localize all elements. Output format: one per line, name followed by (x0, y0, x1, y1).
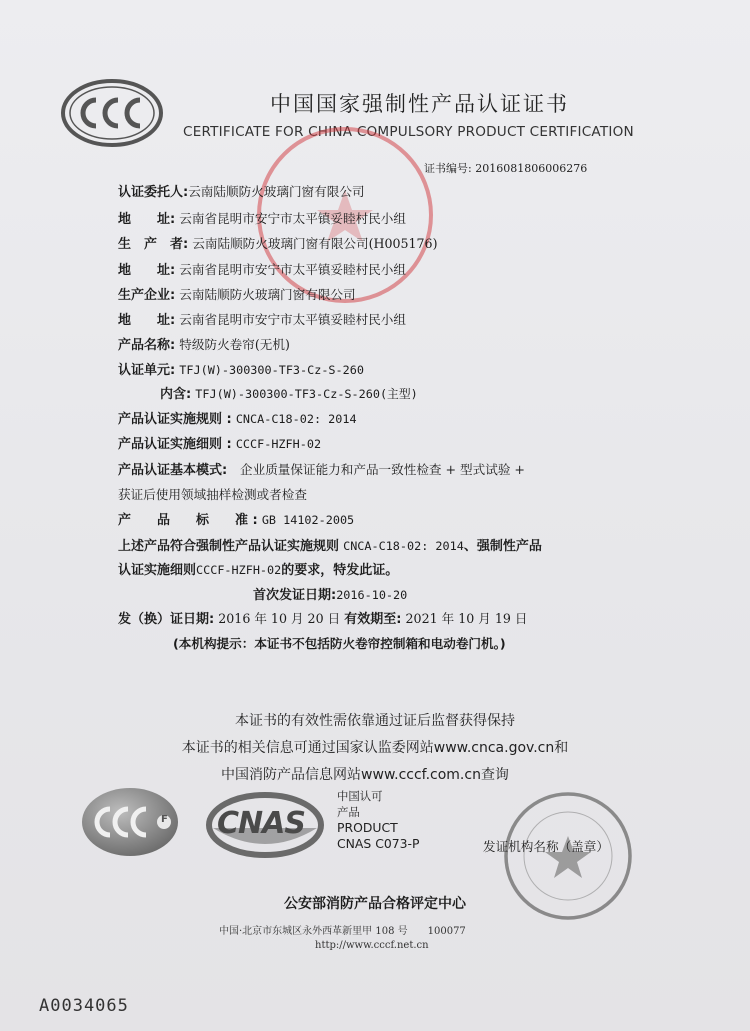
rule-value: CNCA-C18-02: 2014 (235, 412, 357, 426)
field-client (118, 181, 365, 200)
cccf-website-link[interactable]: www.cccf.com.cn (361, 767, 481, 783)
field-factory-address (118, 309, 406, 328)
validity-line-3-prefix: 中国消防产品信息网站 (221, 767, 362, 783)
certificate-number-label: 证书编号: (424, 162, 472, 175)
field-producer-address (118, 259, 406, 278)
statement-part-1: 上述产品符合强制性产品认证实施规则 (118, 539, 340, 554)
first-issue-label: 首次发证日期: (253, 588, 337, 603)
cnas-number: CNAS C073-P (337, 836, 420, 851)
validity-line-3-suffix: 查询 (480, 767, 509, 783)
field-contains (160, 383, 418, 402)
producer-value: 云南陆顺防火玻璃门窗有限公司(H005176) (192, 236, 438, 251)
detail-rule-label: 产品认证实施细则 : (118, 437, 232, 452)
certificate-serial: A0034065 (39, 996, 129, 1016)
cnas-logo (205, 790, 325, 860)
issue-date-value: 2016 年 10 月 20 日 (218, 611, 341, 626)
product-name-value: 特级防火卷帘(无机) (179, 337, 290, 352)
issuer-label: 发证机构名称（盖章） (483, 839, 609, 854)
field-producer (118, 233, 437, 252)
ccc-logo-icon (60, 78, 164, 148)
statement-part-4: 认证实施细则 (118, 563, 197, 578)
field-rule (118, 408, 357, 427)
contains-value: TFJ(W)-300300-TF3-Cz-S-260(主型) (195, 387, 418, 401)
product-en: PRODUCT (337, 820, 398, 835)
field-factory (118, 284, 356, 303)
mode-line1: 企业质量保证能力和产品一致性检查 + 型式试验 + (240, 462, 525, 477)
first-issue-date (253, 584, 407, 603)
factory-label: 生产企业: (118, 288, 176, 303)
issue-date-label: 发（换）证日期: (118, 612, 215, 627)
producer-address-value: 云南省昆明市安宁市太平镇妥睦村民小组 (179, 262, 406, 277)
factory-value: 云南陆顺防火玻璃门窗有限公司 (179, 287, 356, 302)
organization-website[interactable]: http://www.cccf.net.cn (315, 940, 429, 951)
product-cn-line2: 产品 (337, 805, 360, 819)
cnca-website-link[interactable]: www.cnca.gov.cn (433, 740, 555, 756)
institution-note-text: (本机构提示：本证书不包括防火卷帘控制箱和电动卷门机。) (173, 636, 506, 651)
mode-label: 产品认证基本模式: (118, 463, 228, 478)
factory-address-value: 云南省昆明市安宁市太平镇妥睦村民小组 (179, 312, 406, 327)
field-standard (118, 509, 354, 528)
issue-and-valid-dates (118, 608, 527, 627)
first-issue-value: 2016-10-20 (336, 588, 408, 602)
issuing-organization: 公安部消防产品合格评定中心 (284, 896, 466, 912)
client-value: 云南陆顺防火玻璃门窗有限公司 (188, 184, 365, 199)
cccf-logo-f-mark: F (161, 814, 168, 825)
valid-until-label: 有效期至: (344, 612, 402, 627)
statement-line-1 (118, 535, 542, 554)
client-address-label: 地 址: (118, 212, 176, 227)
certificate-number (424, 160, 587, 176)
contains-label: 内含: (160, 387, 192, 402)
producer-label: 生 产 者: (118, 237, 189, 252)
factory-address-label: 地 址: (118, 313, 176, 328)
validity-line-2-prefix: 本证书的相关信息可通过国家认监委网站 (181, 740, 434, 756)
product-cn-line1: 中国认可 (337, 789, 383, 803)
statement-rule-code: CNCA-C18-02: 2014 (343, 539, 464, 553)
validity-line-2 (0, 737, 750, 757)
statement-line-2 (118, 559, 398, 578)
validity-line-3 (0, 764, 740, 784)
field-unit (118, 359, 364, 378)
field-mode (118, 459, 525, 478)
certificate-title-cn: 中国国家强制性产品认证证书 (270, 92, 569, 116)
rule-label: 产品认证实施规则 : (118, 412, 232, 427)
unit-label: 认证单元: (118, 363, 176, 378)
statement-part-3: 、强制性产品 (463, 539, 542, 554)
unit-value: TFJ(W)-300300-TF3-Cz-S-260 (179, 363, 364, 377)
cccf-logo-text (80, 785, 83, 786)
producer-address-label: 地 址: (118, 263, 176, 278)
cccf-logo (80, 785, 180, 860)
field-client-address (118, 208, 406, 227)
detail-rule-value: CCCF-HZFH-02 (235, 437, 322, 451)
client-address-value: 云南省昆明市安宁市太平镇妥睦村民小组 (179, 211, 406, 226)
standard-label: 产 品 标 准 : (118, 513, 258, 528)
certificate-title-en: CERTIFICATE FOR CHINA COMPULSORY PRODUCT CERTIFICATION (183, 124, 634, 140)
organization-address: 中国·北京市东城区永外西革新里甲 108 号 100077 (219, 926, 466, 937)
cnas-product-text (337, 788, 419, 852)
field-product-name (118, 334, 290, 353)
cnas-logo-text: CNAS (217, 806, 305, 841)
institution-note (173, 633, 506, 652)
validity-line-1: 本证书的有效性需依靠通过证后监督获得保持 (235, 713, 515, 729)
standard-value: GB 14102-2005 (261, 513, 355, 527)
field-detail-rule (118, 433, 321, 452)
validity-line-2-suffix: 和 (554, 740, 569, 756)
product-name-label: 产品名称: (118, 338, 176, 353)
statement-part-6: 的要求，特发此证。 (281, 563, 399, 578)
field-mode-continued (118, 484, 307, 503)
statement-detail-code: CCCF-HZFH-02 (196, 563, 282, 577)
valid-until-value: 2021 年 10 月 19 日 (405, 611, 528, 626)
client-label: 认证委托人: (118, 185, 189, 200)
certificate-number-value: 2016081806006276 (475, 162, 588, 175)
mode-line2: 获证后使用领域抽样检测或者检查 (118, 487, 307, 502)
